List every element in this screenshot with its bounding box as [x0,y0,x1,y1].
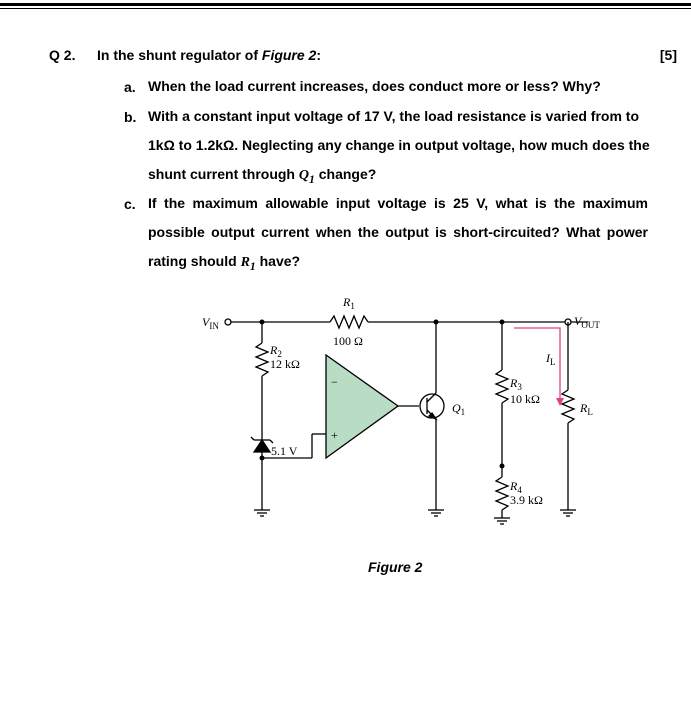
part-a-label: a. [124,79,136,95]
r3-resistor [496,370,508,403]
question-prompt: In the shunt regulator of Figure 2: [97,47,322,63]
r1-value: 100 Ω [333,334,363,348]
part-c-line-2: possible output current when the output is short-circuited? What power [148,224,648,240]
part-a-line-1: When the load current increases, does conduct more or less? Why? [148,78,601,94]
r2-label: $R_2$ [270,343,282,359]
rl-label: $R_L$ [580,401,593,417]
r4-resistor [496,477,508,510]
op-amp [326,355,398,458]
part-c-line-1: If the maximum allowable input voltage is 25 V, what is the maximum [148,195,648,211]
figure-caption: Figure 2 [368,559,423,575]
zener-diode [254,440,270,452]
r3-label: $R_3$ [510,376,522,392]
vin-terminal [225,319,231,325]
vout-label: $V_{OUT}$ [574,314,600,330]
il-label: $I_L$ [546,351,556,367]
part-b-line-2: 1kΩ to 1.2kΩ. Neglecting any change in output voltage, how much does the [148,137,650,153]
r1-label: $R_1$ [343,295,355,311]
question-number: Q 2. [49,47,76,63]
r3-value: 10 kΩ [510,392,540,406]
r4-label: $R_4$ [510,479,522,495]
part-b-line-1: With a constant input voltage of 17 V, the load resistance is varied from to [148,108,640,124]
q1-label: $Q_1$ [452,401,466,417]
r2-resistor [256,343,268,376]
vin-label: $V_{IN}$ [202,315,219,331]
zener-voltage: 5.1 V [271,444,298,458]
opamp-minus: − [331,375,338,389]
rl-resistor [562,390,574,423]
part-c-line-3: rating should $R_1$ have? [148,253,301,273]
r1-resistor [330,316,368,328]
part-b-line-3: shunt current through $Q_1$ change? [148,166,377,186]
question-marks: [5] [659,47,677,63]
r2-value: 12 kΩ [270,357,300,371]
part-c-label: c. [124,196,136,212]
r4-value: 3.9 kΩ [510,493,543,507]
part-b-label: b. [124,109,137,125]
opamp-plus: + [331,428,338,442]
